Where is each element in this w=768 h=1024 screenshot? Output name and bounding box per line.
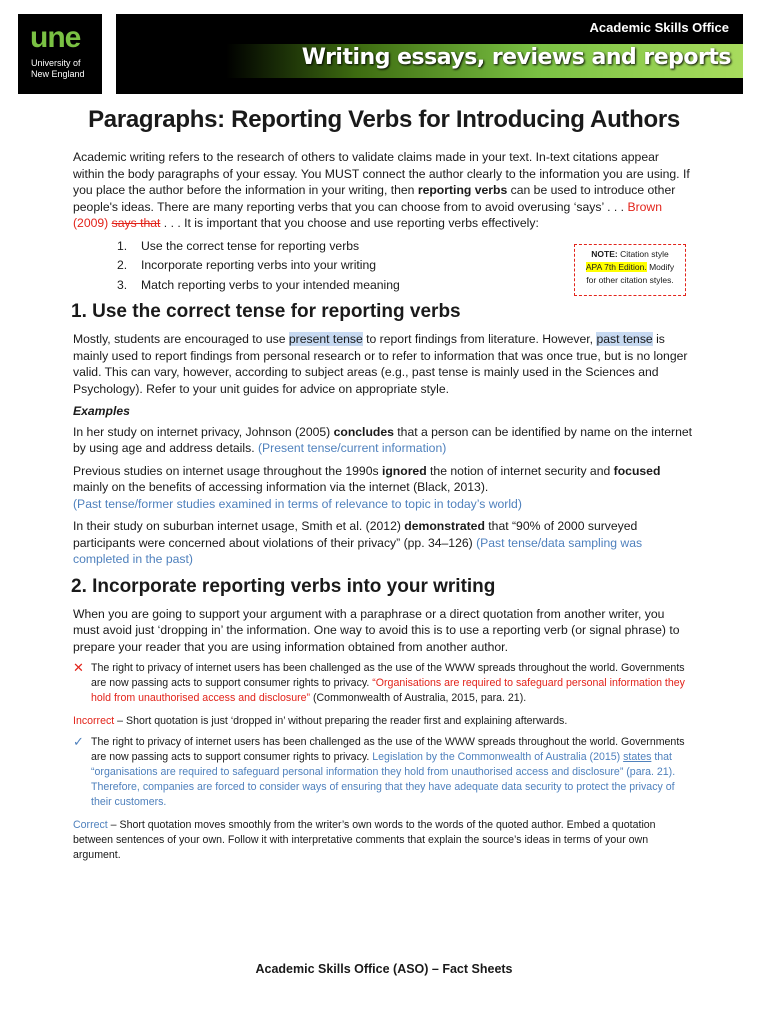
correct-explanation bbox=[73, 818, 693, 863]
ex1-text-2: that a person can be identified by name on the internet by using age and address details. bbox=[73, 424, 693, 455]
intro-text-3: . . . It is important that you choose and use reporting verbs effectively: bbox=[160, 216, 539, 230]
note-line3: for other citation styles. bbox=[586, 275, 674, 285]
page-header bbox=[18, 14, 743, 94]
topic-list bbox=[73, 238, 693, 294]
list-text: Incorporate reporting verbs into your writing bbox=[141, 258, 377, 272]
series-title: Writing essays, reviews and reports bbox=[301, 45, 731, 70]
ex2-text-2: the notion of internet security and bbox=[426, 463, 614, 478]
wrong-text: The right to privacy of internet users has been challenged as the use of the WWW spreads throughout the world. Governments are now passing acts to support consumer rights to privacy. bbox=[91, 662, 685, 689]
list-item bbox=[117, 257, 693, 274]
page-footer: Academic Skills Office (ASO) – Fact Sheets bbox=[255, 962, 513, 976]
ex3-verb: demonstrated bbox=[404, 519, 485, 533]
section1-heading: 1. Use the correct tense for reporting verbs bbox=[71, 301, 461, 322]
example-1 bbox=[73, 424, 693, 457]
intro-text: Academic writing refers to the research of others to validate claims made in your text. In-text citations appear within the body paragraphs of your essay. You MUST connect the author clearly to the information you are using. If you place the author before the information in your writing, then bbox=[73, 150, 690, 197]
list-text: Match reporting verbs to your intended meaning bbox=[141, 277, 400, 292]
s1-text-2: to report findings from literature. However, bbox=[362, 332, 597, 346]
list-number: 3. bbox=[117, 277, 128, 292]
wrong-citation: (Commonwealth of Australia, 2015, para. 21). bbox=[310, 692, 527, 704]
right-blue-1: Legislation by the Commonwealth of Australia (2015) bbox=[372, 751, 624, 763]
office-name: Academic Skills Office bbox=[589, 20, 729, 35]
s1-highlight-present: present tense bbox=[288, 332, 363, 346]
incorrect-text: – Short quotation is just ‘dropped in’ without preparing the reader first and explaining afterwards. bbox=[114, 715, 568, 727]
note-line2: Modify bbox=[646, 262, 675, 272]
note-line1: Citation style bbox=[617, 249, 669, 259]
s1-highlight-past: past tense bbox=[596, 332, 653, 346]
une-logo bbox=[18, 14, 102, 94]
ex3-text: In their study on suburban internet usage, Smith et al. (2012) bbox=[73, 519, 405, 533]
s1-text: Mostly, students are encouraged to use bbox=[73, 332, 289, 346]
list-number: 2. bbox=[117, 258, 128, 272]
ex3-text-2: that “90% of 2000 surveyed participants were concerned about violations of their privacy” (pp. 34–126) bbox=[73, 519, 638, 550]
ex3-note: (Past tense/data sampling was completed in the past) bbox=[73, 535, 643, 566]
intro-text-2: can be used to introduce other people's ideas. There are many reporting verbs that you can choose from to avoid overusing ‘says’ . . . bbox=[73, 183, 676, 214]
logo-sub-line1: University of bbox=[31, 58, 81, 68]
incorrect-label: Incorrect bbox=[73, 715, 115, 727]
ex2-text: Previous studies on internet usage throughout the 1990s bbox=[73, 463, 382, 478]
logo-sub-line2: New England bbox=[31, 69, 85, 79]
cross-icon: ✕ bbox=[73, 660, 84, 675]
example-2 bbox=[73, 463, 693, 513]
ex1-verb: concludes bbox=[333, 424, 394, 439]
intro-strike: says that bbox=[111, 216, 161, 230]
correct-text: – Short quotation moves smoothly from the writer’s own words to the words of the quoted author. Embed a quotation between sentences of your own. Follow it with interpretative comments that explain the source’s ideas in terms of your own argument. bbox=[73, 819, 656, 861]
example-3 bbox=[73, 518, 693, 568]
section1-paragraph bbox=[73, 331, 693, 397]
intro-bold: reporting verbs bbox=[417, 183, 508, 197]
ex2-note: (Past tense/former studies examined in terms of relevance to topic in today’s world) bbox=[73, 496, 522, 511]
incorrect-explanation bbox=[73, 714, 693, 729]
main-content bbox=[73, 149, 693, 869]
section2-paragraph: When you are going to support your argument with a paraphrase or a direct quotation from another writer, you must avoid just ‘dropping in’ the information. One way to avoid this is to use a reporting verb (or signal phrase) to prepare your reader that you are using information obtained from another author. bbox=[73, 606, 680, 654]
header-banner bbox=[116, 14, 743, 94]
list-number: 1. bbox=[117, 238, 128, 253]
note-highlight: APA 7th Edition. bbox=[585, 262, 647, 272]
note-label: NOTE: bbox=[591, 249, 618, 259]
ex1-text: In her study on internet privacy, Johnson (2005) bbox=[73, 424, 334, 439]
intro-red: Brown (2009) bbox=[73, 199, 662, 230]
list-item bbox=[117, 238, 693, 255]
right-text: The right to privacy of internet users has been challenged as the use of the WWW spreads throughout the world. Governments are now passing acts to support consumer rights to privacy. bbox=[91, 736, 685, 763]
incorrect-example bbox=[73, 661, 693, 706]
section2-heading: 2. Incorporate reporting verbs into your writing bbox=[71, 575, 496, 597]
ex2-verb-1: ignored bbox=[381, 463, 427, 478]
correct-label: Correct bbox=[73, 819, 108, 831]
intro-paragraph bbox=[73, 149, 693, 232]
s1-text-3: is mainly used to report findings from personal research or to refer to information that was once true, but is no longer valid. This can vary, however, according to subject areas (e.g., past tense is mainly used in the Sciences and Psychology). Refer to your unit guides for advice on appropriate style. bbox=[73, 332, 688, 396]
ex2-text-3: mainly on the benefits of accessing information via the internet (Black, 2013). bbox=[73, 480, 489, 494]
correct-example bbox=[73, 735, 693, 810]
ex2-verb-2: focused bbox=[613, 463, 661, 478]
right-verb: states bbox=[623, 751, 652, 763]
ex1-note: (Present tense/current information) bbox=[257, 441, 447, 455]
list-item bbox=[117, 277, 693, 294]
right-blue-2: that “organisations are required to safeguard personal information they hold from unauthorised access and disclosure” (para. 21). Therefore, companies are forced to consider ways of ensuring that they have adequate data security to protect the privacy of their customers. bbox=[91, 751, 676, 808]
page-title: Paragraphs: Reporting Verbs for Introducing Authors bbox=[88, 106, 680, 133]
wrong-quote: “Organisations are required to safeguard personal information they hold from unauthorised access and disclosure” bbox=[91, 677, 685, 704]
examples-label: Examples bbox=[73, 404, 130, 418]
checkmark-icon: ✓ bbox=[73, 734, 84, 749]
list-text: Use the correct tense for reporting verbs bbox=[141, 238, 360, 253]
logo-subtitle bbox=[31, 58, 85, 80]
logo-text: une bbox=[30, 21, 81, 54]
